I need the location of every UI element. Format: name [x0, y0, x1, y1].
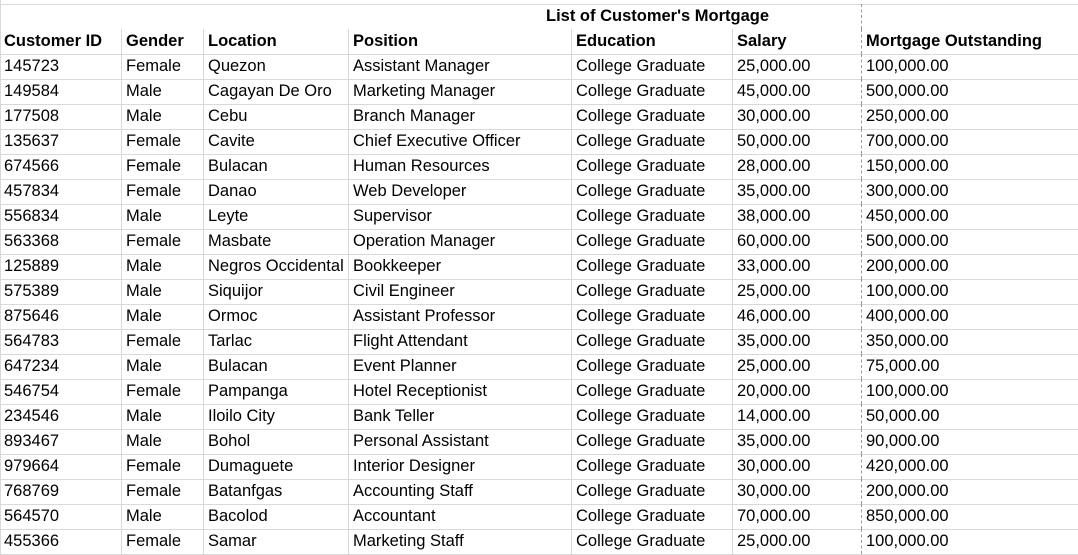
table-cell[interactable]: Male	[122, 79, 204, 104]
table-cell[interactable]: Siquijor	[204, 279, 349, 304]
table-cell[interactable]: Personal Assistant	[349, 429, 572, 454]
table-cell[interactable]: 100,000.00	[866, 382, 949, 400]
table-cell[interactable]: 35,000.00	[733, 179, 862, 204]
table-cell[interactable]: 100,000.00	[866, 282, 949, 300]
table-cell[interactable]: 875646	[0, 304, 122, 329]
table-cell[interactable]: Cavite	[204, 129, 349, 154]
table-cell[interactable]: College Graduate	[572, 504, 733, 529]
column-header[interactable]: Salary	[733, 29, 862, 54]
table-cell[interactable]: 33,000.00	[733, 254, 862, 279]
table-cell[interactable]: Interior Designer	[349, 454, 572, 479]
table-cell[interactable]: Hotel Receptionist	[349, 379, 572, 404]
table-cell[interactable]: Male	[122, 104, 204, 129]
table-cell[interactable]: 768769	[0, 479, 122, 504]
table-cell[interactable]: Web Developer	[349, 179, 572, 204]
table-cell[interactable]: 457834	[0, 179, 122, 204]
table-cell[interactable]: 564570	[0, 504, 122, 529]
table-cell[interactable]: Assistant Professor	[349, 304, 572, 329]
table-cell[interactable]: College Graduate	[572, 204, 733, 229]
table-cell[interactable]: 234546	[0, 404, 122, 429]
table-cell[interactable]: Male	[122, 429, 204, 454]
table-cell[interactable]: College Graduate	[572, 79, 733, 104]
table-cell[interactable]: 30,000.00	[733, 479, 862, 504]
table-cell[interactable]: Bookkeeper	[349, 254, 572, 279]
table-cell[interactable]: 90,000.00	[866, 432, 940, 450]
table-cell[interactable]: 979664	[0, 454, 122, 479]
table-cell[interactable]: 38,000.00	[733, 204, 862, 229]
table-cell[interactable]: 850,000.00	[866, 507, 949, 525]
table-row	[0, 104, 1078, 130]
table-cell[interactable]: Female	[122, 379, 204, 404]
page-break-line	[861, 4, 862, 29]
table-cell[interactable]: 14,000.00	[733, 404, 862, 429]
table-row	[0, 304, 1078, 330]
table-cell[interactable]: 46,000.00	[733, 304, 862, 329]
table-cell[interactable]: Female	[122, 54, 204, 79]
table-cell[interactable]: 149584	[0, 79, 122, 104]
table-cell[interactable]: Male	[122, 254, 204, 279]
table-cell[interactable]: Negros Occidental	[204, 254, 349, 279]
table-cell[interactable]: Assistant Manager	[349, 54, 572, 79]
table-cell[interactable]: Danao	[204, 179, 349, 204]
table-cell[interactable]: 200,000.00	[866, 482, 949, 500]
table-cell[interactable]: Operation Manager	[349, 229, 572, 254]
table-cell[interactable]: Human Resources	[349, 154, 572, 179]
table-cell[interactable]: Pampanga	[204, 379, 349, 404]
table-cell[interactable]: 455366	[0, 529, 122, 554]
table-cell[interactable]: College Graduate	[572, 254, 733, 279]
table-cell[interactable]: 25,000.00	[733, 54, 862, 79]
table-cell[interactable]: Bulacan	[204, 354, 349, 379]
table-cell[interactable]: 563368	[0, 229, 122, 254]
table-cell[interactable]: College Graduate	[572, 229, 733, 254]
table-cell[interactable]: 893467	[0, 429, 122, 454]
table-cell[interactable]: 135637	[0, 129, 122, 154]
table-cell[interactable]: Marketing Manager	[349, 79, 572, 104]
table-row	[0, 454, 1078, 480]
table-cell[interactable]: Branch Manager	[349, 104, 572, 129]
table-cell[interactable]: Iloilo City	[204, 404, 349, 429]
table-cell[interactable]: Accountant	[349, 504, 572, 529]
table-cell[interactable]: College Graduate	[572, 454, 733, 479]
table-cell[interactable]: 564783	[0, 329, 122, 354]
table-row	[0, 229, 1078, 255]
column-header[interactable]: Gender	[122, 29, 204, 54]
table-cell[interactable]: Bulacan	[204, 154, 349, 179]
table-row	[0, 329, 1078, 355]
table-cell[interactable]: 450,000.00	[866, 207, 949, 225]
column-header[interactable]: Position	[349, 29, 572, 54]
table-cell[interactable]: 250,000.00	[866, 107, 949, 125]
table-cell[interactable]: Event Planner	[349, 354, 572, 379]
table-cell[interactable]: Male	[122, 504, 204, 529]
table-cell[interactable]: 300,000.00	[866, 182, 949, 200]
table-cell[interactable]: 500,000.00	[866, 232, 949, 250]
table-row	[0, 354, 1078, 380]
table-cell[interactable]: 674566	[0, 154, 122, 179]
table-row	[0, 129, 1078, 155]
table-cell[interactable]: 25,000.00	[733, 529, 862, 554]
top-gridline	[0, 4, 1078, 5]
table-cell[interactable]: Leyte	[204, 204, 349, 229]
table-row	[0, 404, 1078, 430]
table-cell[interactable]: Bacolod	[204, 504, 349, 529]
table-cell[interactable]: College Graduate	[572, 279, 733, 304]
table-row	[0, 279, 1078, 305]
table-cell[interactable]: College Graduate	[572, 304, 733, 329]
table-cell[interactable]: Male	[122, 204, 204, 229]
table-cell[interactable]: College Graduate	[572, 404, 733, 429]
table-cell[interactable]: Female	[122, 129, 204, 154]
table-cell[interactable]: 35,000.00	[733, 329, 862, 354]
table-cell[interactable]: 20,000.00	[733, 379, 862, 404]
table-cell[interactable]: 350,000.00	[866, 332, 949, 350]
table-row	[0, 529, 1078, 555]
table-cell[interactable]: College Graduate	[572, 354, 733, 379]
table-cell[interactable]: 30,000.00	[733, 104, 862, 129]
table-row	[0, 254, 1078, 280]
table-row	[0, 504, 1078, 530]
table-cell[interactable]: 700,000.00	[866, 132, 949, 150]
table-cell[interactable]: 100,000.00	[866, 532, 949, 550]
table-cell[interactable]: College Graduate	[572, 329, 733, 354]
table-cell[interactable]: Batanfgas	[204, 479, 349, 504]
table-cell[interactable]: 575389	[0, 279, 122, 304]
table-row	[0, 379, 1078, 405]
table-cell[interactable]: 45,000.00	[733, 79, 862, 104]
table-cell[interactable]: 400,000.00	[866, 307, 949, 325]
table-cell[interactable]: 200,000.00	[866, 257, 949, 275]
table-cell[interactable]: 50,000.00	[866, 407, 940, 425]
table-cell[interactable]: 70,000.00	[733, 504, 862, 529]
column-header[interactable]: Customer ID	[0, 29, 122, 54]
header-row	[0, 29, 1078, 55]
table-row	[0, 79, 1078, 105]
table-cell[interactable]: Marketing Staff	[349, 529, 572, 554]
table-cell[interactable]: 556834	[0, 204, 122, 229]
table-cell[interactable]: College Graduate	[572, 54, 733, 79]
table-cell[interactable]: 150,000.00	[866, 157, 949, 175]
table-cell[interactable]: Female	[122, 454, 204, 479]
table-cell[interactable]: 60,000.00	[733, 229, 862, 254]
table-cell[interactable]: College Graduate	[572, 129, 733, 154]
table-row	[0, 429, 1078, 455]
table-row	[0, 204, 1078, 230]
table-cell[interactable]: 546754	[0, 379, 122, 404]
column-header[interactable]: Location	[204, 29, 349, 54]
table-cell[interactable]: College Graduate	[572, 529, 733, 554]
table-cell[interactable]: College Graduate	[572, 104, 733, 129]
table-cell[interactable]: Male	[122, 304, 204, 329]
table-cell[interactable]: Female	[122, 179, 204, 204]
table-cell[interactable]: 28,000.00	[733, 154, 862, 179]
table-cell[interactable]: College Graduate	[572, 379, 733, 404]
table-cell[interactable]: Female	[122, 529, 204, 554]
table-cell[interactable]: 145723	[0, 54, 122, 79]
table-cell[interactable]: Female	[122, 479, 204, 504]
table-cell[interactable]: College Graduate	[572, 479, 733, 504]
table-cell[interactable]: Ormoc	[204, 304, 349, 329]
table-cell[interactable]: Male	[122, 404, 204, 429]
table-cell[interactable]: 75,000.00	[866, 357, 940, 375]
table-cell[interactable]: Female	[122, 329, 204, 354]
table-cell[interactable]: Chief Executive Officer	[349, 129, 572, 154]
table-cell[interactable]: College Graduate	[572, 429, 733, 454]
table-cell[interactable]: 35,000.00	[733, 429, 862, 454]
table-cell[interactable]: College Graduate	[572, 154, 733, 179]
table-row	[0, 179, 1078, 205]
table-cell[interactable]: Dumaguete	[204, 454, 349, 479]
table-cell[interactable]: Supervisor	[349, 204, 572, 229]
table-row	[0, 479, 1078, 505]
table-cell[interactable]: 25,000.00	[733, 279, 862, 304]
sheet-title[interactable]: List of Customer's Mortgage	[546, 7, 770, 25]
table-cell[interactable]: Tarlac	[204, 329, 349, 354]
table-cell[interactable]: 25,000.00	[733, 354, 862, 379]
table-cell[interactable]: Female	[122, 154, 204, 179]
table-cell[interactable]: Bank Teller	[349, 404, 572, 429]
table-cell[interactable]: 125889	[0, 254, 122, 279]
table-cell[interactable]: 177508	[0, 104, 122, 129]
table-cell[interactable]: Male	[122, 279, 204, 304]
table-cell[interactable]: Civil Engineer	[349, 279, 572, 304]
table-cell[interactable]: Female	[122, 229, 204, 254]
table-cell[interactable]: 100,000.00	[866, 57, 949, 75]
table-cell[interactable]: Male	[122, 354, 204, 379]
table-cell[interactable]: 647234	[0, 354, 122, 379]
table-cell[interactable]: Bohol	[204, 429, 349, 454]
table-cell[interactable]: Samar	[204, 529, 349, 554]
table-cell[interactable]: 420,000.00	[866, 457, 949, 475]
column-header[interactable]: Mortgage Outstanding	[866, 32, 1042, 50]
table-cell[interactable]: Cagayan De Oro	[204, 79, 349, 104]
table-cell[interactable]: 30,000.00	[733, 454, 862, 479]
table-row	[0, 54, 1078, 80]
table-cell[interactable]: Flight Attendant	[349, 329, 572, 354]
table-cell[interactable]: College Graduate	[572, 179, 733, 204]
table-cell[interactable]: 500,000.00	[866, 82, 949, 100]
table-cell[interactable]: Masbate	[204, 229, 349, 254]
column-header[interactable]: Education	[572, 29, 733, 54]
table-row	[0, 154, 1078, 180]
table-cell[interactable]: Cebu	[204, 104, 349, 129]
table-cell[interactable]: 50,000.00	[733, 129, 862, 154]
table-cell[interactable]: Accounting Staff	[349, 479, 572, 504]
table-cell[interactable]: Quezon	[204, 54, 349, 79]
